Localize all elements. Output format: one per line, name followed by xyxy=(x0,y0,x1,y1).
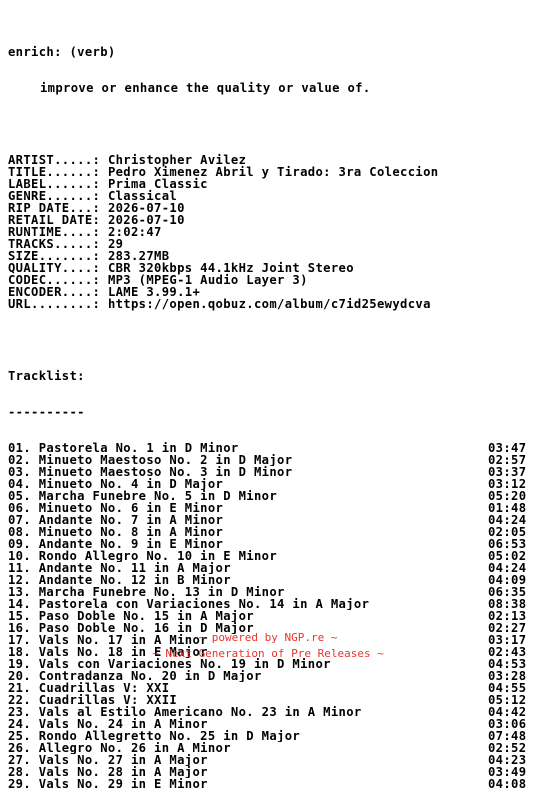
track-title: 21. Cuadrillas V: XXI xyxy=(8,682,170,694)
track-title: 17. Vals No. 17 in A Minor xyxy=(8,634,208,646)
track-duration: 08:38 xyxy=(488,597,527,611)
release-info xyxy=(8,154,528,310)
track-title: 03. Minueto Maestoso No. 3 in D Minor xyxy=(8,466,293,478)
track-row xyxy=(8,502,528,514)
track-title: 15. Paso Doble No. 15 in A Major xyxy=(8,610,254,622)
track-row xyxy=(8,562,528,574)
info-value: 2026-07-10 xyxy=(107,213,185,227)
track-title: 27. Vals No. 27 in A Major xyxy=(8,754,208,766)
track-title: 13. Marcha Funebre No. 13 in D Minor xyxy=(8,586,285,598)
track-row xyxy=(8,478,528,490)
info-key: URL........: xyxy=(8,297,101,311)
info-key: ARTIST.....: xyxy=(8,153,101,167)
track-title: 04. Minueto No. 4 in D Major xyxy=(8,478,224,490)
track-title: 11. Andante No. 11 in A Major xyxy=(8,562,231,574)
track-duration: 04:55 xyxy=(488,681,527,695)
track-row xyxy=(8,754,528,766)
track-duration: 06:35 xyxy=(488,585,527,599)
track-duration: 03:06 xyxy=(488,717,527,731)
info-value: Classical xyxy=(107,189,178,203)
track-duration: 03:37 xyxy=(488,465,527,479)
info-key: QUALITY....: xyxy=(8,261,101,275)
info-value: Prima Classic xyxy=(107,177,208,191)
track-duration: 03:47 xyxy=(488,441,527,455)
info-row xyxy=(8,298,528,310)
track-row xyxy=(8,514,528,526)
track-duration: 04:42 xyxy=(488,705,527,719)
track-title: 29. Vals No. 29 in E Minor xyxy=(8,778,208,790)
info-value: Pedro Ximenez Abril y Tirado: 3ra Coleccion xyxy=(107,165,439,179)
spacer xyxy=(8,334,528,346)
track-title: 08. Minueto No. 8 in A Minor xyxy=(8,526,224,538)
info-value: 29 xyxy=(107,237,124,251)
track-duration: 02:52 xyxy=(488,741,527,755)
track-title: 22. Cuadrillas V: XXII xyxy=(8,694,178,706)
footer-tagline: ~ Next Generation of Pre Releases ~ xyxy=(152,647,384,660)
info-value: 2026-07-10 xyxy=(107,201,185,215)
tracklist xyxy=(8,442,528,790)
info-key: TRACKS.....: xyxy=(8,237,101,251)
track-duration: 01:48 xyxy=(488,501,527,515)
info-key: GENRE......: xyxy=(8,189,101,203)
info-key: RUNTIME....: xyxy=(8,225,101,239)
info-value: MP3 (MPEG-1 Audio Layer 3) xyxy=(107,273,308,287)
track-duration: 03:17 xyxy=(488,633,527,647)
track-duration: 04:09 xyxy=(488,573,527,587)
track-duration: 03:49 xyxy=(488,765,527,779)
track-duration: 03:28 xyxy=(488,669,527,683)
info-value: 283.27MB xyxy=(107,249,170,263)
track-row xyxy=(8,574,528,586)
track-row xyxy=(8,766,528,778)
track-row xyxy=(8,706,528,718)
track-duration: 02:57 xyxy=(488,453,527,467)
track-title: 02. Minueto Maestoso No. 2 in D Major xyxy=(8,454,293,466)
info-value: https://open.qobuz.com/album/c7id25ewydcva xyxy=(107,297,431,311)
track-title: 16. Paso Doble No. 16 in D Major xyxy=(8,622,254,634)
track-title: 26. Allegro No. 26 in A Minor xyxy=(8,742,231,754)
track-duration: 06:53 xyxy=(488,537,527,551)
spacer xyxy=(8,118,528,130)
track-duration: 05:20 xyxy=(488,489,527,503)
track-duration: 02:27 xyxy=(488,621,527,635)
track-row xyxy=(8,586,528,598)
track-duration: 04:24 xyxy=(488,561,527,575)
track-title: 20. Contradanza No. 20 in D Major xyxy=(8,670,262,682)
track-title: 05. Marcha Funebre No. 5 in D Minor xyxy=(8,490,278,502)
track-row xyxy=(8,670,528,682)
track-row xyxy=(8,742,528,754)
info-key: SIZE.......: xyxy=(8,249,101,263)
track-title: 12. Andante No. 12 in B Minor xyxy=(8,574,231,586)
track-title: 14. Pastorela con Variaciones No. 14 in A Major xyxy=(8,598,370,610)
track-title: 24. Vals No. 24 in A Minor xyxy=(8,718,208,730)
track-title: 10. Rondo Allegro No. 10 in E Minor xyxy=(8,550,278,562)
track-row xyxy=(8,778,528,790)
info-value: LAME 3.99.1+ xyxy=(107,285,201,299)
track-row xyxy=(8,730,528,742)
track-title: 01. Pastorela No. 1 in D Minor xyxy=(8,442,239,454)
track-title: 18. Vals No. 18 in E Major xyxy=(8,646,208,658)
info-key: LABEL......: xyxy=(8,177,101,191)
track-row xyxy=(8,442,528,454)
info-value: 2:02:47 xyxy=(107,225,162,239)
track-duration: 04:23 xyxy=(488,753,527,767)
track-duration: 04:08 xyxy=(488,777,527,791)
track-row xyxy=(8,550,528,562)
tracklist-heading: Tracklist: xyxy=(8,369,85,383)
footer-powered-by: ~ powered by NGP.re ~ xyxy=(198,631,338,644)
track-title: 06. Minueto No. 6 in E Minor xyxy=(8,502,224,514)
track-row xyxy=(8,694,528,706)
definition-word: enrich: (verb) xyxy=(8,45,116,59)
info-value: Christopher Avilez xyxy=(107,153,247,167)
track-duration: 02:43 xyxy=(488,645,527,659)
track-row xyxy=(8,490,528,502)
track-row xyxy=(8,718,528,730)
track-row xyxy=(8,538,528,550)
info-key: TITLE......: xyxy=(8,165,101,179)
track-duration: 04:24 xyxy=(488,513,527,527)
track-duration: 03:12 xyxy=(488,477,527,491)
info-key: RIP DATE...: xyxy=(8,201,101,215)
track-title: 07. Andante No. 7 in A Minor xyxy=(8,514,224,526)
track-title: 25. Rondo Allegretto No. 25 in D Major xyxy=(8,730,301,742)
nfo-document xyxy=(8,22,528,802)
tracklist-rule: ---------- xyxy=(8,405,85,419)
track-duration: 04:53 xyxy=(488,657,527,671)
track-row xyxy=(8,598,528,610)
info-key: ENCODER....: xyxy=(8,285,101,299)
info-key: CODEC......: xyxy=(8,273,101,287)
track-row xyxy=(8,526,528,538)
track-title: 28. Vals No. 28 in A Major xyxy=(8,766,208,778)
track-duration: 02:05 xyxy=(488,525,527,539)
track-row xyxy=(8,454,528,466)
track-duration: 07:48 xyxy=(488,729,527,743)
track-row xyxy=(8,610,528,622)
info-key: RETAIL DATE: xyxy=(8,213,101,227)
track-duration: 05:02 xyxy=(488,549,527,563)
track-row xyxy=(8,466,528,478)
info-value: CBR 320kbps 44.1kHz Joint Stereo xyxy=(107,261,354,275)
track-title: 23. Vals al Estilo Americano No. 23 in A Minor xyxy=(8,706,362,718)
track-title: 09. Andante No. 9 in E Minor xyxy=(8,538,224,550)
track-title: 19. Vals con Variaciones No. 19 in D Minor xyxy=(8,658,331,670)
definition-meaning: improve or enhance the quality or value of. xyxy=(40,81,371,95)
track-duration: 05:12 xyxy=(488,693,527,707)
track-duration: 02:13 xyxy=(488,609,527,623)
